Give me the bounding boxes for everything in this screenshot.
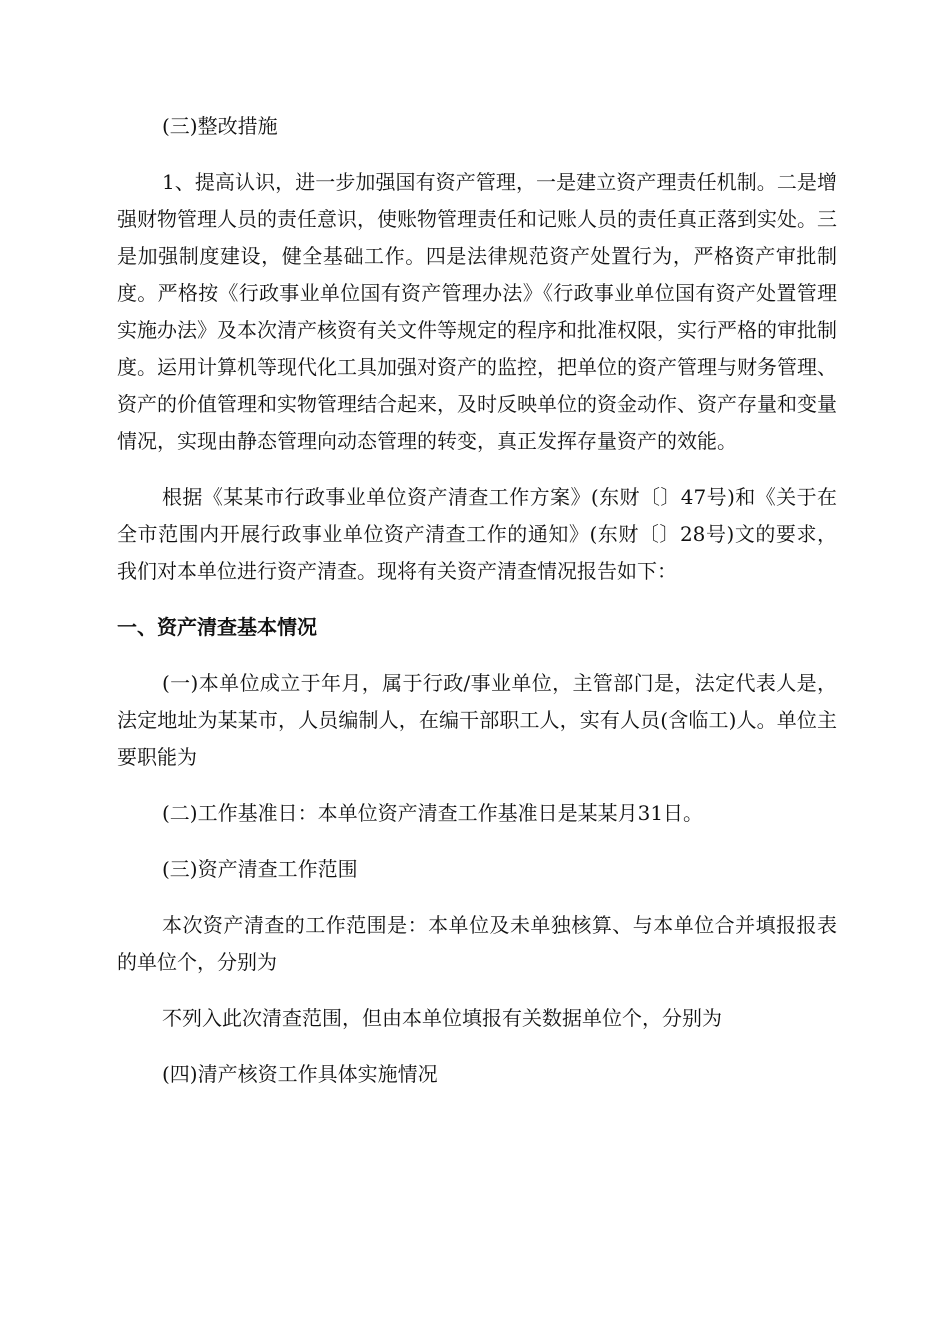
paragraph-scope-title: (三)资产清查工作范围 [162,857,358,881]
paragraph-scope: 本次资产清查的工作范围是：本单位及未单独核算、与本单位合并填报报表的单位个，分别为 [117,913,837,974]
heading-basic-situation: 一、资产清查基本情况 [117,615,317,639]
paragraph-unit-info: (一)本单位成立于年月，属于行政/事业单位，主管部门是，法定代表人是，法定地址为某某市，人员编制人，在编干部职工人，实有人员(含临工)人。单位主要职能为 [117,671,837,769]
paragraph-excluded: 不列入此次清查范围，但由本单位填报有关数据单位个，分别为 [162,1006,722,1030]
paragraph-basis: 根据《某某市行政事业单位资产清查工作方案》(东财〔〕47号)和《关于在全市范围内开展行政事业单位资产清查工作的通知》(东财〔〕28号)文的要求，我们对本单位进行资产清查。现将有关资产清查情况报告如下： [117,485,837,583]
document-page [117,108,837,1112]
paragraph-base-date: (二)工作基准日：本单位资产清查工作基准日是某某月31日。 [162,801,704,825]
paragraph-implementation-title: (四)清产核资工作具体实施情况 [162,1062,438,1086]
section-title-rectification: (三)整改措施 [162,114,278,138]
paragraph-awareness: 1、提高认识，进一步加强国有资产管理，一是建立资产理责任机制。二是增强财物管理人员的责任意识，使账物管理责任和记账人员的责任真正落到实处。三是加强制度建设，健全基础工作。四是法律规范资产处置行为，严格资产审批制度。严格按《行政事业单位国有资产管理办法》《行政事业单位国有资产处置管理实施办法》及本次清产核资有关文件等规定的程序和批准权限，实行严格的审批制度。运用计算机等现代化工具加强对资产的监控，把单位的资产管理与财务管理、资产的价值管理和实物管理结合起来，及时反映单位的资金动作、资产存量和变量情况，实现由静态管理向动态管理的转变，真正发挥存量资产的效能。 [117,170,837,453]
